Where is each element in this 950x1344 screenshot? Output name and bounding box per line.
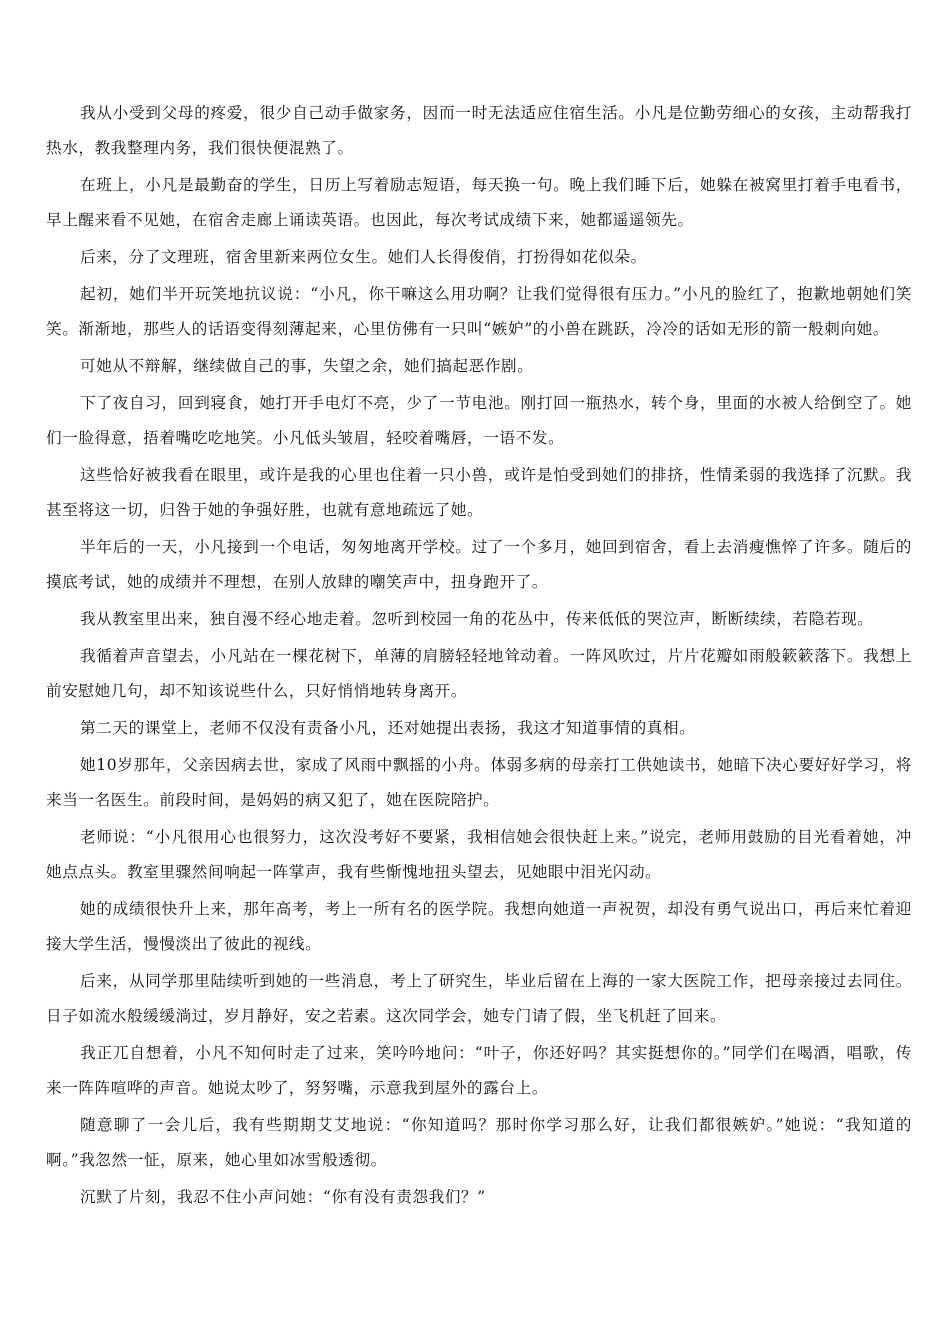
paragraph: 下了夜自习，回到寝食，她打开手电灯不亮，少了一节电池。刚打回一瓶热水，转个身，里面的水被人给倒空了。她们一脸得意，捂着嘴吃吃地笑。小凡低头皱眉，轻咬着嘴唇，一语不发。 <box>46 394 912 447</box>
paragraph: 她的成绩很快升上来，那年高考，考上一所有名的医学院。我想向她道一声祝贺，却没有勇气说出口，再后来忙着迎接大学生活，慢慢淡出了彼此的视线。 <box>46 900 912 953</box>
paragraph: 半年后的一天，小凡接到一个电话，匆匆地离开学校。过了一个多月，她回到宿舍，看上去消瘦憔悴了许多。随后的摸底考试，她的成绩并不理想，在别人放肆的嘲笑声中，扭身跑开了。 <box>46 538 912 591</box>
paragraph: 我正兀自想着，小凡不知何时走了过来，笑吟吟地问：“叶子，你还好吗？其实挺想你的。”同学们在喝酒，唱歌，传来一阵阵喧哗的声音。她说太吵了，努努嘴，示意我到屋外的露台上。 <box>46 1044 912 1097</box>
paragraph: 老师说：“小凡很用心也很努力，这次没考好不要紧，我相信她会很快赶上来。”说完，老师用鼓励的目光看着她，冲她点点头。教室里骤然间响起一阵掌声，我有些惭愧地扭头望去，见她眼中泪光闪动。 <box>46 828 912 881</box>
paragraph: 沉默了片刻，我忍不住小声问她：“你有没有责怨我们？” <box>80 1188 486 1206</box>
paragraph: 起初，她们半开玩笑地抗议说：“小凡，你干嘛这么用功啊？让我们觉得很有压力。”小凡的脸红了，抱歉地朝她们笑笑。渐渐地，那些人的话语变得刻薄起来，心里仿佛有一只叫“嫉妒”的小兽在跳跃，冷冷的话如无形的箭一般刺向她。 <box>46 285 912 338</box>
paragraph: 这些恰好被我看在眼里，或许是我的心里也住着一只小兽，或许是怕受到她们的排挤，性情柔弱的我选择了沉默。我甚至将这一切，归咎于她的争强好胜，也就有意地疏远了她。 <box>46 466 912 519</box>
paragraph: 我循着声音望去，小凡站在一棵花树下，单薄的肩膀轻轻地耸动着。一阵风吹过，片片花瓣如雨般簌簌落下。我想上前安慰她几句，却不知该说些什么，只好悄悄地转身离开。 <box>46 647 912 700</box>
paragraph: 在班上，小凡是最勤奋的学生，日历上写着励志短语，每天换一句。晚上我们睡下后，她躲在被窝里打着手电看书，早上醒来看不见她，在宿舍走廊上诵读英语。也因此，每次考试成绩下来，她都遥遥领先。 <box>46 176 912 229</box>
paragraph: 后来，分了文理班，宿舍里新来两位女生。她们人长得俊俏，打扮得如花似朵。 <box>80 248 647 266</box>
paragraph: 第二天的课堂上，老师不仅没有责备小凡，还对她提出表扬，我这才知道事情的真相。 <box>80 719 696 737</box>
paragraph: 随意聊了一会儿后，我有些期期艾艾地说：“你知道吗？那时你学习那么好，让我们都很嫉妒。”她说：“我知道的啊。”我忽然一怔，原来，她心里如冰雪般透彻。 <box>46 1116 912 1169</box>
paragraph: 她10岁那年，父亲因病去世，家成了风雨中飘摇的小舟。体弱多病的母亲打工供她读书，她暗下决心要好好学习，将来当一名医生。前段时间，是妈妈的病又犯了，她在医院陪护。 <box>46 756 912 809</box>
paragraph: 可她从不辩解，继续做自己的事，失望之余，她们搞起恶作剧。 <box>80 357 534 375</box>
paragraph: 我从小受到父母的疼爱，很少自己动手做家务，因而一时无法适应住宿生活。小凡是位勤劳细心的女孩，主动帮我打热水，教我整理内务，我们很快便混熟了。 <box>46 104 912 157</box>
paragraph: 我从教室里出来，独自漫不经心地走着。忽听到校园一角的花丛中，传来低低的哭泣声，断断续续，若隐若现。 <box>80 610 874 628</box>
paragraph: 后来，从同学那里陆续听到她的一些消息，考上了研究生，毕业后留在上海的一家大医院工作，把母亲接过去同住。日子如流水般缓缓淌过，岁月静好，安之若素。这次同学会，她专门请了假，坐飞机赶了回来。 <box>46 972 912 1025</box>
